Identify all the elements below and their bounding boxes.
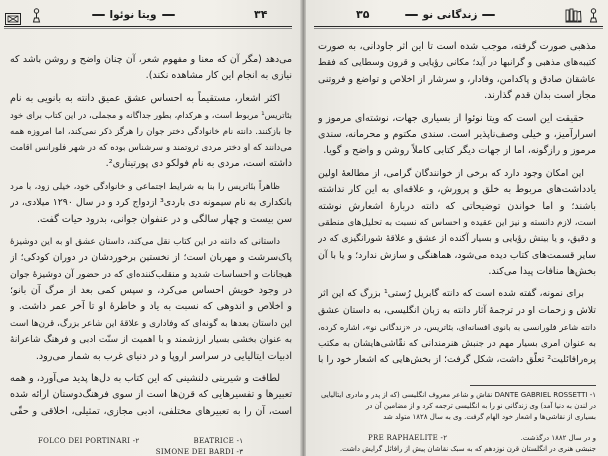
running-title [385,9,515,21]
text-line: سن بیست و چهار سالگی و در عنفوان جوانی، بدرود حیات گفت. [36,213,292,225]
paragraph [318,39,596,105]
left-page [0,0,302,456]
text-line: داشته است، مردی به نام فولکو دی پورتیناری². [105,158,292,170]
running-title-text: زندگانی نو [422,9,478,21]
text-line: کتیبه‌های مذهبی و گرانبها در آید؛ مکانی رؤیایی و قرون وسطایی که فقط [318,57,596,69]
text-line: و دقیق، و یا بینش رؤیایی و بسیار آکنده از عشق و علاقهٔ شورانگیزی که در [318,234,596,245]
text-line: مذهبی صورت گرفته، موجب شده است تا این اثر جاودانی، به صورت [318,41,596,52]
text-line: اکثر اشعار، مستقیماً به احساس عشق عمیق دانته به بانویی به نام [10,92,280,104]
text-line: پره‌رافائلیت² تعلّق داشت، شکل گرفت؛ از بخش‌هایی که اشعار خود را با [318,354,596,366]
text-line: بخش‌ها منافات پیدا می‌کند. [488,266,596,278]
title-ornament [482,14,495,16]
text-line: سایر قسمت‌های کتاب دیده می‌شود، هماهنگی و سازش ندارد؛ و یا با آن [318,249,596,261]
text-line: یادداشت‌های مربوط به خلق و پرورش، و علاقه‌ای به این کار نداشته [318,184,596,196]
text-line: عاشقان صادق و پاکدامن، وفادار، و سرشار از اخلاص و تواضع و فروتنی [318,73,596,85]
header-rule [4,26,292,29]
footnote-beatrice: BEATRICE -۱ [193,437,243,445]
text-line: باشند؛ و اما خواندن توضیحاتی که دانته دربارهٔ اشعارش نوشته [318,200,596,212]
text-line: است، آن را به تعبیرهای مختلفی، ادبی مجازی، تمثیلی، اخلاقی و حقّی [10,405,292,417]
text-line: داستانی که دانته در این کتاب نقل می‌کند، داستان عشق او به این دوشیزهٔ [10,236,280,247]
text-line: این داستان بعدها به گونه‌ای که وفاداری و علاقهٔ این شاعر بزرگ، قرن‌ها است [10,318,292,329]
text-line: اسرارآمیز، و خیلی وصف‌ناپذیر است. سندی مکتوم و محرمانه، سندی [318,128,596,140]
paragraph [10,234,292,365]
text-line: ظاهراً بئاتریس را بنا به شرایط اجتماعی و خانوادگی خود، خیلی زود، با مرد [10,181,280,192]
page-body [318,39,596,368]
page-number: ۳۴ [254,8,268,21]
page-number: ۳۵ [356,8,370,21]
page-body [10,52,292,420]
footnote-rossetti-line: بسیاری از نقاشی‌ها و اشعار خود الهام گرفت. وی به سال ۱۸۲۸ متولد شد [383,413,596,421]
text-line: برای نمونه، گفته شده است که دانته گابریل رُستی¹ بزرگ که این اثر [318,288,584,300]
text-line: به عنوان بخشی بسیار ارزشمند و با اهمیت از سنّت ادبی و فرهنگ شاعرانهٔ [10,335,292,346]
paragraph [10,91,292,173]
text-line: این امکان وجود دارد که برخی از خوانندگان گرامی، از مطالعهٔ اولین [318,167,584,179]
footnote-rossetti-line: ۱- DANTE GABRIEL ROSSETTI نقاش و شاعر معروف انگلیسی (که از پدر و مادری ایتالیایی [320,391,596,399]
paragraph [10,179,292,228]
paragraph [318,166,596,281]
figure-icon [589,8,598,27]
text-line: است، لازم دانسته و نیز این عقیده و احساس که نسبت به تحلیل‌های منطقی [318,217,596,228]
text-line: دانته شاعر فلورانسی به بانوی افسانه‌ای، بئاتریس، در «زندگانی نو»، اشاره کرده، [318,322,596,333]
text-line: بانکداری به نام سیمونه دی باردی³ ازدواج کرد و در سال ۱۲۹۰ میلادی، در [10,197,292,209]
text-line: مجاز است بدان قدم گذارند. [484,90,596,102]
text-line: هیجانات و احساسات شدید و منقلب‌کننده‌ای که در حضور آن دوشیزهٔ جوان [10,268,292,280]
title-ornament [405,14,418,16]
paragraph [318,111,596,160]
text-line: نیازی به انجام این کار مشاهده نکند). [145,70,292,82]
header-rule [314,26,603,29]
paragraph [10,371,292,420]
right-page [306,0,608,456]
paragraph [318,286,596,368]
footnote-prerap-label: PRE RAPHAELITE -۲ [368,434,447,442]
text-line: حقیقت این است که ویتا نوئوا از بسیاری جهات، نوشته‌ای مرموز و [318,112,584,124]
text-line: می‌دانند که او دختر مردی ثروتمند و سرشناس بوده که در شهر فلورانس اقامت [10,142,292,153]
footnote-rossetti-line: و در سال ۱۸۸۲ درگذشت. [520,434,596,442]
footnote-rule [470,385,596,386]
paragraph [10,52,292,85]
title-ornament [162,14,175,16]
footnote-folco: FOLCO DEI PORTINARI -۲ [38,437,140,445]
text-line: ادبیات ایتالیایی در سراسر اروپا و در دنیای غرب به شمار می‌رود. [35,350,292,362]
text-line: و اخلاص و اندوهی که نسبت به یاد و خاطرهٔ او تا آخر عمر داشت. و [10,301,292,313]
text-line: می‌دهد (مگر آن که معنا و مفهوم شعر، آن چنان واضح و روشن باشد که [10,54,292,65]
text-line: لطافت و شیرینی دلنشینی که این کتاب به دل‌ها پدید می‌آورد، و همه [10,373,280,385]
figure-icon [32,8,41,27]
books-icon [565,8,582,27]
footnote-prerap-text: جنبشی هنری در انگلستان قرن نوزدهم که به سبک نقاشان پیش از رافائل گرایش داشت. [339,445,596,453]
text-line: تعبیرها و تفسیرهایی که قرن‌ها است از سوی فرهنگ‌دوستان ارائه شده [10,389,292,401]
text-line: تلاش و زحمات او در ترجمهٔ آثار دانته به زبان انگلیسی، به داستان عشق [318,304,596,316]
text-line: در وجود خویش احساس می‌کرد، و سپس کمی بعد از مرگ آن بانو؛ [10,285,292,297]
text-line: به عنوان امری بسیار مهم در جنبش هنرمندانی که نقّاشی‌هایشان به مکتب [318,338,596,349]
footnote-rossetti-line: در لندن به دنیا آمد) وی زندگانی نو را به انگلیسی ترجمه کرد و از مضامین آن در [365,402,596,410]
text-line: بئاتریس¹ مربوط است، و هرکدام، بطور جداگانه و مجملی، در این کتاب برای خود [10,110,292,121]
text-line: پاک‌سرشت و مهربان است؛ از نخستین برخوردشان در دوران کودکی؛ از [10,252,292,264]
text-line: مرموز و رازگونه، اما از جهات دیگر کتابی کاملاً روشن و واضح و گویا. [323,145,596,157]
footnote-simone: SIMONE DEI BARDI -۳ [155,448,243,456]
title-ornament [92,14,105,16]
running-title-text: ویتا نوئوا [109,9,157,21]
running-title [68,9,198,21]
text-line: جا بازکنند. دانته نام خانوادگی دختر جوان را هرگز ذکر نمی‌کند، اما امروزه همه [10,126,292,137]
